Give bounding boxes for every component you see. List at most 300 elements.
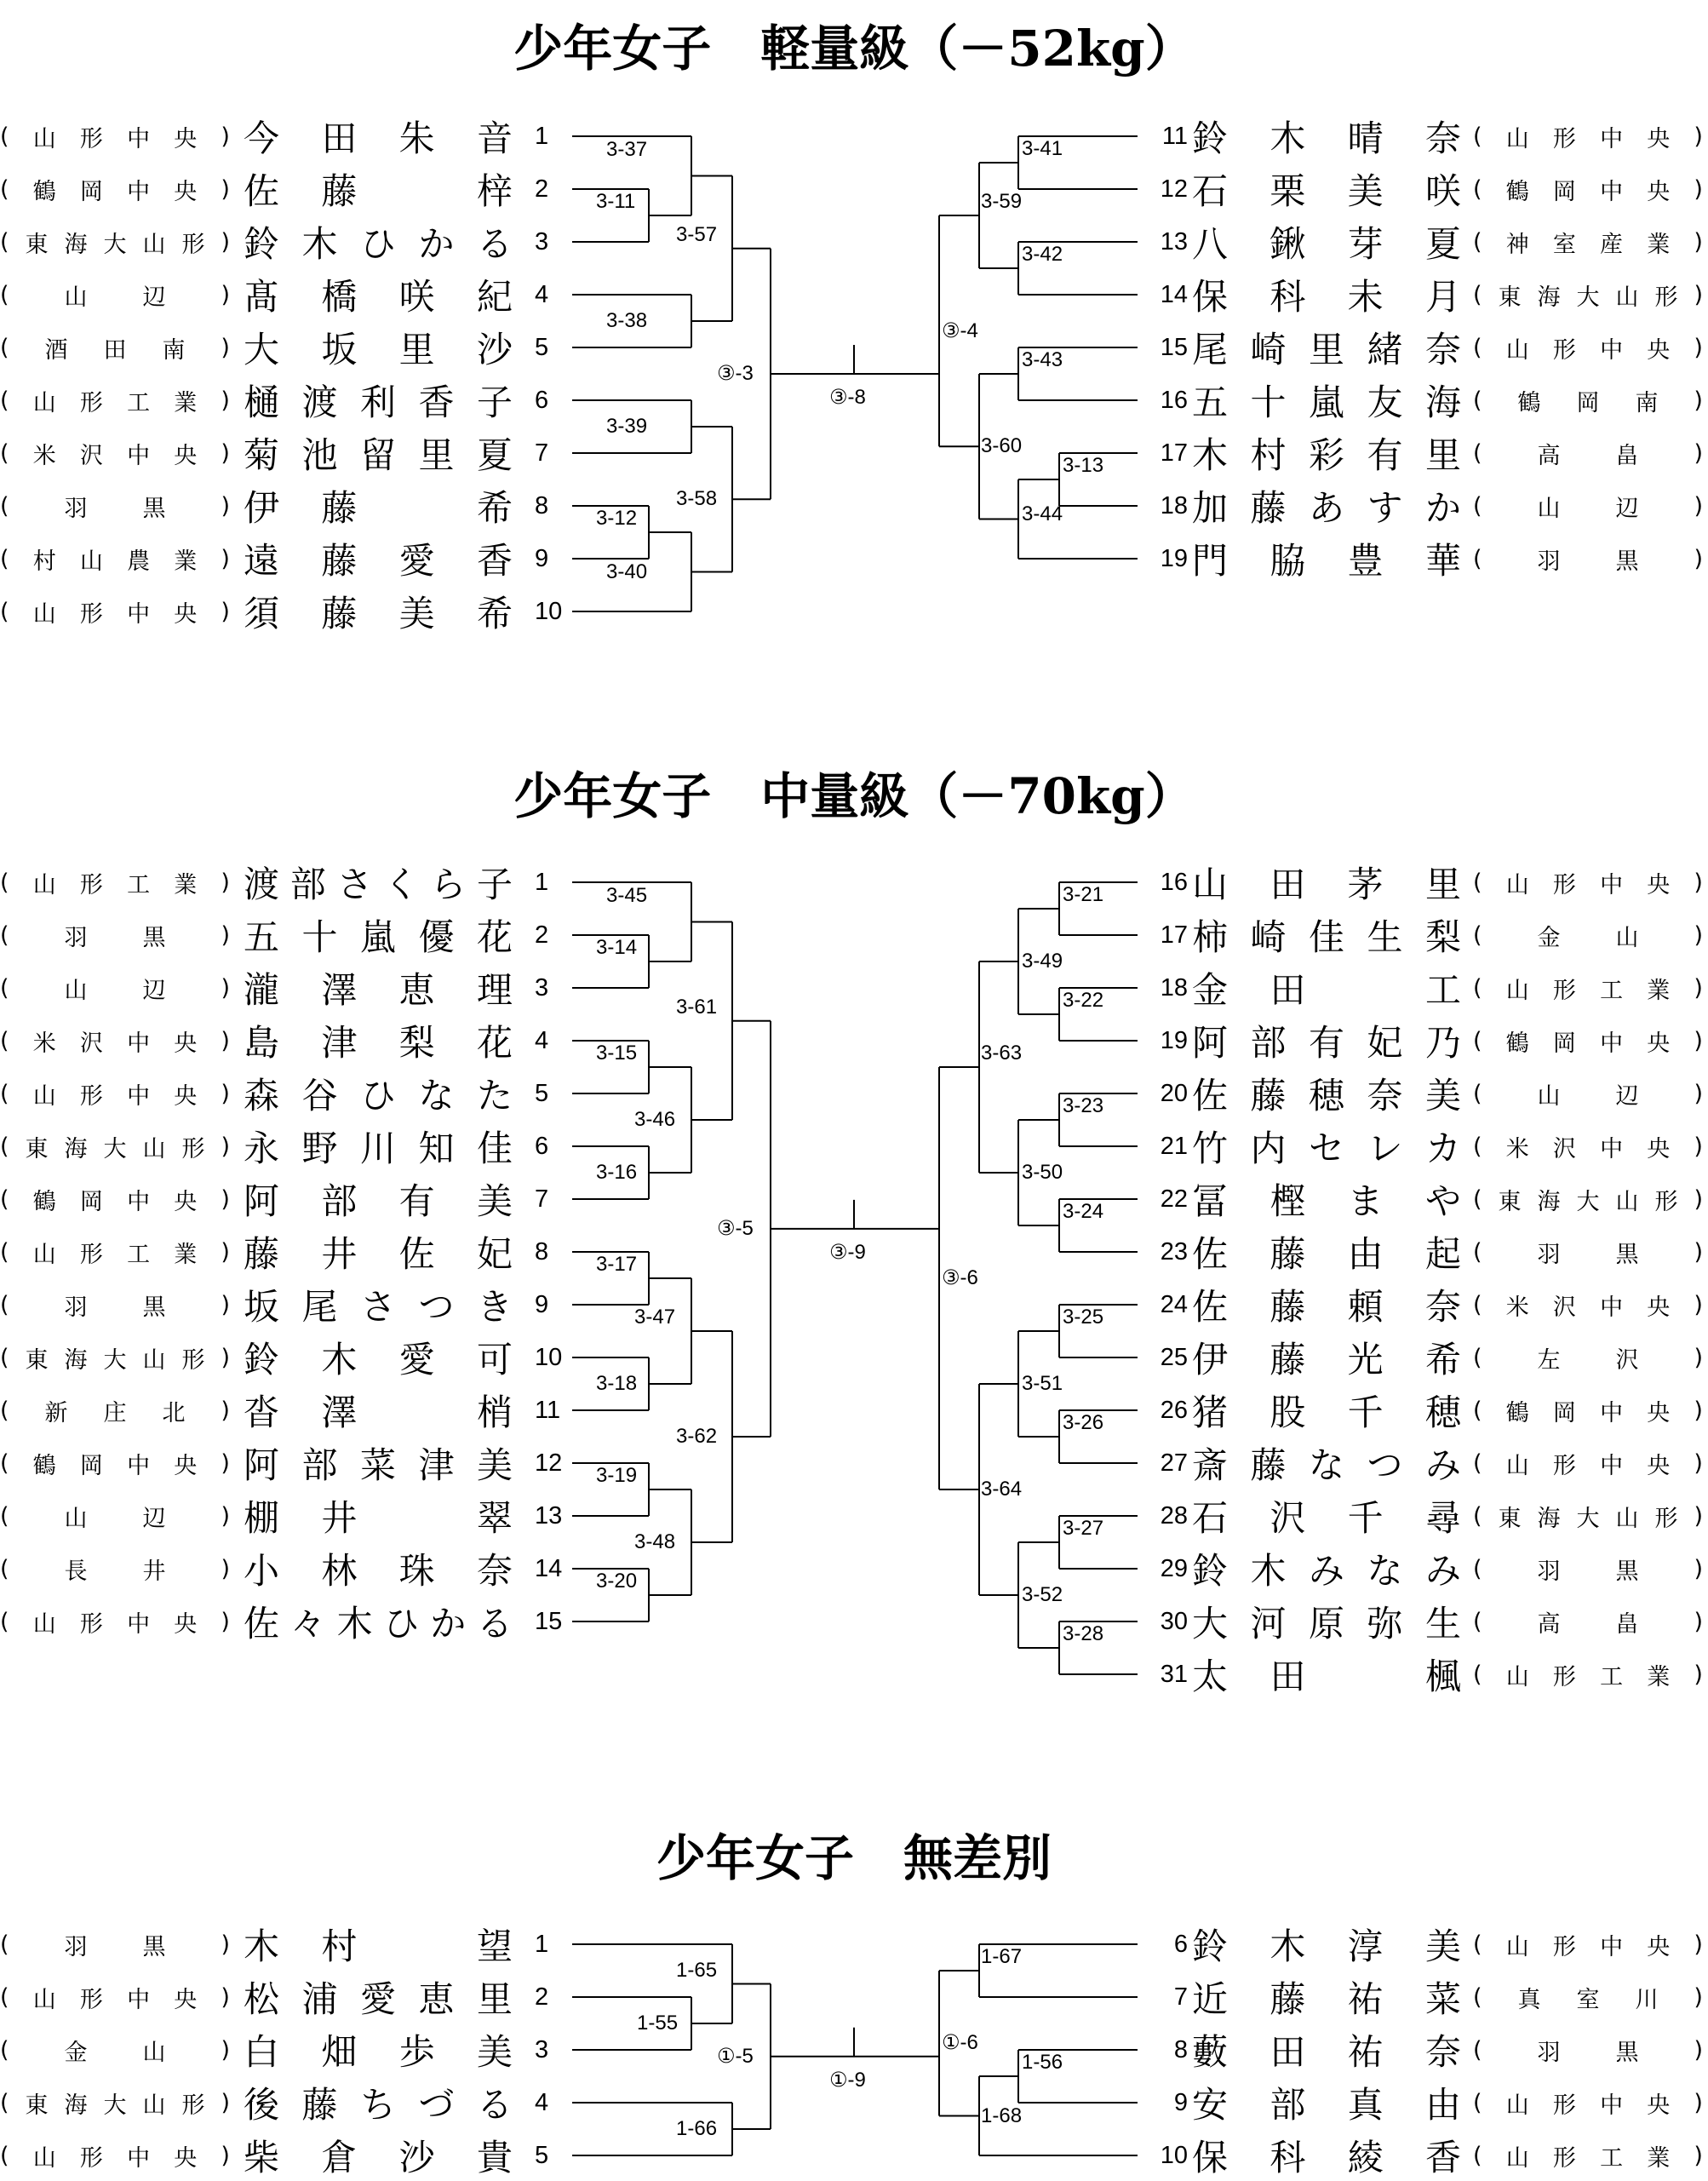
left-team-2-4-char: 米 <box>32 1030 56 1057</box>
right-team-1-17-char: 高 <box>1537 442 1561 469</box>
right-name-3-6-char: 美 <box>1424 1926 1461 1967</box>
left-team-3-3 <box>0 2031 230 2069</box>
match-label: 3-61 <box>676 995 718 1019</box>
right-team-1-15-char: 形 <box>1552 336 1576 364</box>
right-name-2-23-char: 藤 <box>1270 1233 1306 1275</box>
match-label: 3-40 <box>606 560 648 583</box>
left-team-3-3-paren: ) <box>221 2036 230 2063</box>
left-team-2-13 <box>0 1497 230 1535</box>
right-team-2-28-char: 形 <box>1654 1505 1678 1532</box>
left-name-2-10-char: 鈴 <box>244 1339 280 1380</box>
left-name-2-14-char: 珠 <box>398 1550 435 1592</box>
match-label: 3-39 <box>606 415 648 438</box>
right-name-1-19 <box>1192 540 1461 582</box>
right-name-2-19-char: 妃 <box>1367 1022 1403 1064</box>
left-name-1-7 <box>244 434 513 476</box>
right-team-2-31-char: 工 <box>1600 1663 1624 1690</box>
right-name-3-7 <box>1192 1978 1461 2020</box>
match-label: 3-43 <box>1022 348 1063 371</box>
left-team-2-10-paren: ( <box>0 1344 9 1371</box>
left-name-2-14-char: 小 <box>244 1550 280 1592</box>
left-team-3-1-paren: ( <box>0 1931 9 1958</box>
left-name-2-5-char: 谷 <box>301 1075 338 1116</box>
right-name-2-23-char: 起 <box>1424 1233 1461 1275</box>
right-name-2-25-char: 藤 <box>1270 1339 1306 1380</box>
left-team-1-6-char: 山 <box>32 389 56 416</box>
left-team-1-3 <box>0 223 230 261</box>
left-team-2-14-char: 長 <box>64 1558 88 1585</box>
left-team-1-5-paren: ) <box>221 334 230 361</box>
right-team-2-23-char: 黒 <box>1615 1241 1639 1268</box>
left-name-2-2 <box>244 916 513 958</box>
right-name-1-12-char: 美 <box>1347 170 1384 212</box>
right-name-2-20-char: 佐 <box>1192 1075 1229 1116</box>
right-name-1-12-char: 咲 <box>1424 170 1461 212</box>
right-name-2-19-char: 乃 <box>1424 1022 1461 1064</box>
left-name-2-6-char: 知 <box>418 1128 455 1169</box>
left-name-2-10-char: 愛 <box>398 1339 435 1380</box>
left-name-1-4-char: 橋 <box>321 276 358 318</box>
right-team-2-17 <box>1473 916 1703 954</box>
right-name-1-11-char: 鈴 <box>1192 118 1229 159</box>
left-name-1-2-char: 藤 <box>321 170 358 212</box>
right-name-1-13-char: 夏 <box>1424 223 1461 265</box>
right-team-2-28-char: 山 <box>1615 1505 1639 1532</box>
left-name-3-5 <box>244 2137 513 2178</box>
match-label: 3-20 <box>596 1570 638 1593</box>
left-team-1-9-char: 農 <box>127 548 151 575</box>
right-name-2-29 <box>1192 1550 1461 1592</box>
right-team-2-21-char: 中 <box>1600 1135 1624 1162</box>
right-name-2-24-char: 藤 <box>1270 1286 1306 1328</box>
match-label: 3-26 <box>1063 1411 1104 1434</box>
right-name-2-18 <box>1192 969 1461 1011</box>
left-team-2-14 <box>0 1550 230 1587</box>
right-team-2-19-char: 岡 <box>1552 1030 1576 1057</box>
right-name-2-27-char: み <box>1424 1444 1461 1486</box>
left-name-1-6-char: 利 <box>359 382 396 423</box>
right-seed-2-21: 21 <box>1160 1133 1188 1160</box>
left-name-3-5-char: 貴 <box>476 2137 513 2178</box>
left-team-3-4-paren: ) <box>221 2089 230 2116</box>
right-team-3-6-char: 中 <box>1600 1933 1624 1960</box>
right-team-1-14 <box>1473 276 1703 313</box>
left-team-2-8-paren: ) <box>221 1238 230 1266</box>
right-team-1-14-char: 海 <box>1537 284 1561 311</box>
right-name-2-30-char: 生 <box>1424 1603 1461 1644</box>
right-seed-2-29: 29 <box>1160 1555 1188 1582</box>
right-name-1-18-char: す <box>1367 487 1403 529</box>
right-name-2-22-char: 冨 <box>1192 1180 1229 1222</box>
right-name-1-13-char: 八 <box>1192 223 1229 265</box>
right-team-2-30-char: 畠 <box>1615 1610 1639 1638</box>
right-team-3-10-paren: ) <box>1694 2142 1703 2169</box>
left-name-2-4-char: 花 <box>476 1022 513 1064</box>
right-team-2-21-paren: ) <box>1694 1133 1703 1160</box>
right-name-1-14-char: 未 <box>1347 276 1384 318</box>
right-team-3-6-paren: ( <box>1473 1931 1482 1958</box>
right-name-1-14-char: 科 <box>1270 276 1306 318</box>
right-name-2-25 <box>1192 1339 1461 1380</box>
right-name-3-8-char: 祐 <box>1347 2031 1384 2073</box>
match-label: 3-14 <box>596 936 638 959</box>
right-team-1-15-paren: ) <box>1694 334 1703 361</box>
left-team-2-15-char: 央 <box>174 1610 198 1638</box>
right-team-2-27-char: 央 <box>1647 1452 1671 1479</box>
right-name-2-26-char: 股 <box>1270 1392 1306 1433</box>
right-name-2-26-char: 穂 <box>1424 1392 1461 1433</box>
left-team-2-10-char: 東 <box>25 1346 49 1374</box>
right-name-1-16-char: 海 <box>1424 382 1461 423</box>
left-seed-1-10: 10 <box>535 598 563 625</box>
match-label: 3-11 <box>596 190 636 213</box>
right-name-1-11-char: 木 <box>1270 118 1306 159</box>
right-name-1-12-char: 栗 <box>1270 170 1306 212</box>
left-team-2-15-char: 形 <box>79 1610 103 1638</box>
match-label: 3-49 <box>1022 950 1063 973</box>
right-name-1-18-char: あ <box>1308 487 1344 529</box>
right-team-1-13-paren: ( <box>1473 228 1482 255</box>
left-seed-1-6: 6 <box>535 387 549 414</box>
match-label: 3-27 <box>1063 1517 1104 1540</box>
left-team-1-2-char: 央 <box>174 178 198 205</box>
right-seed-1-11: 11 <box>1161 123 1188 150</box>
right-team-2-17-char: 山 <box>1615 924 1639 951</box>
right-name-1-18 <box>1192 487 1461 529</box>
left-team-3-4-char: 東 <box>25 2092 49 2119</box>
left-name-2-13-char: 井 <box>321 1497 358 1539</box>
right-name-1-16-char: 嵐 <box>1308 382 1344 423</box>
right-name-2-19-char: 有 <box>1308 1022 1344 1064</box>
left-name-2-3 <box>244 969 513 1011</box>
match-label: 3-60 <box>981 434 1023 458</box>
left-team-3-4-char: 山 <box>142 2092 166 2119</box>
right-name-2-17-char: 崎 <box>1250 916 1287 958</box>
right-team-1-15-char: 山 <box>1505 336 1529 364</box>
left-name-2-5-char: 森 <box>244 1075 280 1116</box>
left-team-2-10-char: 大 <box>103 1346 127 1374</box>
right-name-3-9-char: 由 <box>1424 2084 1461 2126</box>
right-team-2-22-paren: ) <box>1694 1185 1703 1213</box>
right-team-2-29-char: 黒 <box>1615 1558 1639 1585</box>
right-name-1-17-char: 里 <box>1424 434 1461 476</box>
right-team-2-18 <box>1473 969 1703 1007</box>
match-label: 3-25 <box>1063 1306 1104 1329</box>
left-name-2-7 <box>244 1180 513 1222</box>
right-name-1-12 <box>1192 170 1461 212</box>
right-name-1-16-char: 十 <box>1250 382 1287 423</box>
right-team-2-31-char: 山 <box>1505 1663 1529 1690</box>
right-name-2-16-char: 田 <box>1270 864 1306 905</box>
left-name-2-2-char: 花 <box>476 916 513 958</box>
left-team-1-7-paren: ( <box>0 439 9 467</box>
left-team-1-10-char: 形 <box>79 600 103 628</box>
left-name-2-8-char: 井 <box>321 1233 358 1275</box>
left-name-2-7-char: 部 <box>321 1180 358 1222</box>
left-name-2-6-char: 野 <box>301 1128 338 1169</box>
left-team-2-11-char: 新 <box>44 1399 68 1426</box>
right-team-3-8 <box>1473 2031 1703 2069</box>
left-team-1-5-char: 南 <box>162 336 186 364</box>
right-seed-2-16: 16 <box>1160 869 1188 896</box>
left-name-3-4 <box>244 2084 513 2126</box>
left-name-2-8 <box>244 1233 513 1275</box>
right-name-1-15 <box>1192 329 1461 370</box>
left-team-2-7-char: 岡 <box>79 1188 103 1215</box>
right-name-2-30-char: 原 <box>1308 1603 1344 1644</box>
match-label: 3-44 <box>1022 502 1063 525</box>
left-name-2-9-char: 坂 <box>244 1286 280 1328</box>
right-name-3-10-char: 保 <box>1192 2137 1229 2178</box>
right-team-1-15-char: 中 <box>1600 336 1624 364</box>
right-name-2-28 <box>1192 1497 1461 1539</box>
right-team-3-6-paren: ) <box>1694 1931 1703 1958</box>
right-name-2-23-char: 由 <box>1347 1233 1384 1275</box>
right-team-1-12-char: 中 <box>1600 178 1624 205</box>
left-team-1-2 <box>0 170 230 208</box>
right-name-1-15-char: 奈 <box>1424 329 1461 370</box>
right-team-2-27-char: 形 <box>1552 1452 1576 1479</box>
right-name-2-20-char: 穂 <box>1308 1075 1344 1116</box>
section-title-3: 少年女子 無差別 <box>656 1829 1052 1887</box>
right-team-1-15 <box>1473 329 1703 366</box>
right-name-2-26-char: 千 <box>1347 1392 1384 1433</box>
right-team-3-8-char: 羽 <box>1537 2039 1561 2066</box>
right-seed-2-22: 22 <box>1160 1185 1188 1213</box>
right-team-1-16-char: 南 <box>1635 389 1659 416</box>
right-team-2-28-paren: ) <box>1694 1502 1703 1530</box>
right-name-2-27-char: 斎 <box>1192 1444 1229 1486</box>
right-name-2-24 <box>1192 1286 1461 1328</box>
right-name-2-31 <box>1192 1656 1461 1697</box>
left-name-1-6-char: 子 <box>476 382 513 423</box>
left-team-1-6-char: 形 <box>79 389 103 416</box>
left-seed-2-3: 3 <box>535 974 549 1002</box>
left-team-2-3-char: 辺 <box>142 977 166 1004</box>
right-team-2-17-paren: ) <box>1694 921 1703 949</box>
left-seed-1-9: 9 <box>535 545 549 572</box>
left-team-2-4-char: 中 <box>127 1030 151 1057</box>
left-name-3-1-char: 木 <box>244 1926 280 1967</box>
right-team-1-14-char: 形 <box>1654 284 1678 311</box>
left-team-1-8-paren: ) <box>221 492 230 519</box>
left-name-1-1-char: 音 <box>476 118 513 159</box>
right-name-2-27-char: つ <box>1367 1444 1403 1486</box>
right-team-3-10-char: 山 <box>1505 2144 1529 2172</box>
right-team-1-12-char: 央 <box>1647 178 1671 205</box>
left-team-1-10-paren: ) <box>221 598 230 625</box>
left-team-2-6 <box>0 1128 230 1165</box>
left-team-3-2-char: 形 <box>79 1986 103 2013</box>
right-team-2-18-char: 業 <box>1647 977 1671 1004</box>
left-name-1-10-char: 須 <box>244 593 280 634</box>
left-team-1-10-char: 山 <box>32 600 56 628</box>
right-name-1-18-char: 藤 <box>1250 487 1287 529</box>
left-name-1-10-char: 美 <box>398 593 435 634</box>
right-name-1-17 <box>1192 434 1461 476</box>
left-team-2-7-paren: ) <box>221 1185 230 1213</box>
left-name-3-2-char: 松 <box>244 1978 280 2020</box>
left-team-2-1-char: 山 <box>32 871 56 898</box>
right-team-2-19-char: 鶴 <box>1505 1030 1529 1057</box>
left-name-2-9-char: 尾 <box>301 1286 338 1328</box>
right-seed-2-26: 26 <box>1160 1397 1188 1424</box>
match-label: 3-18 <box>596 1372 638 1395</box>
match-label: 3-50 <box>1022 1161 1063 1184</box>
right-team-2-23-char: 羽 <box>1537 1241 1561 1268</box>
right-team-2-31-char: 業 <box>1647 1663 1671 1690</box>
left-name-2-4-char: 津 <box>321 1022 358 1064</box>
left-name-1-9-char: 愛 <box>398 540 435 582</box>
right-seed-2-17: 17 <box>1160 921 1188 949</box>
left-team-2-13-paren: ) <box>221 1502 230 1530</box>
left-name-1-10-char: 希 <box>476 593 513 634</box>
left-team-1-9-char: 山 <box>79 548 103 575</box>
left-team-1-8-char: 黒 <box>142 495 166 522</box>
right-seed-2-18: 18 <box>1160 974 1188 1002</box>
right-team-3-9-char: 中 <box>1600 2092 1624 2119</box>
right-team-2-21-char: 沢 <box>1552 1135 1576 1162</box>
right-team-2-30-char: 高 <box>1537 1610 1561 1638</box>
right-team-1-14-char: 山 <box>1615 284 1639 311</box>
left-name-3-3-char: 畑 <box>321 2031 358 2073</box>
left-seed-1-8: 8 <box>535 492 549 519</box>
right-name-1-17-char: 村 <box>1250 434 1287 476</box>
right-team-3-7-paren: ) <box>1694 1983 1703 2011</box>
left-team-1-8 <box>0 487 230 525</box>
right-seed-2-28: 28 <box>1160 1502 1188 1530</box>
right-team-3-10-char: 業 <box>1647 2144 1671 2172</box>
right-seed-1-17: 17 <box>1160 439 1188 467</box>
right-team-2-30-paren: ( <box>1473 1608 1482 1635</box>
match-label: 1-67 <box>981 1945 1023 1968</box>
left-name-1-3-char: 木 <box>301 223 338 265</box>
match-label: 3-46 <box>634 1108 676 1131</box>
right-team-2-19-char: 央 <box>1647 1030 1671 1057</box>
right-name-2-16-char: 里 <box>1424 864 1461 905</box>
left-team-1-1-char: 形 <box>79 125 103 152</box>
left-team-3-3-char: 山 <box>142 2039 166 2066</box>
left-name-2-1-char: 渡 <box>244 864 280 905</box>
left-team-1-9-char: 業 <box>174 548 198 575</box>
left-name-1-1-char: 朱 <box>398 118 435 159</box>
right-team-1-14-paren: ) <box>1694 281 1703 308</box>
right-name-1-13-char: 鍬 <box>1270 223 1306 265</box>
left-team-2-10-char: 山 <box>142 1346 166 1374</box>
match-label: 3-17 <box>596 1253 638 1276</box>
left-team-2-3-paren: ) <box>221 974 230 1002</box>
left-name-1-1 <box>244 118 513 159</box>
left-name-3-4-char: 後 <box>244 2084 280 2126</box>
left-team-2-13-paren: ( <box>0 1502 9 1530</box>
right-team-2-20 <box>1473 1075 1703 1112</box>
left-seed-3-1: 1 <box>535 1931 549 1958</box>
right-name-1-18-char: か <box>1424 487 1461 529</box>
right-team-2-31-paren: ) <box>1694 1661 1703 1688</box>
right-team-2-26-char: 鶴 <box>1505 1399 1529 1426</box>
right-team-2-17-char: 金 <box>1537 924 1561 951</box>
left-team-1-6 <box>0 382 230 419</box>
left-name-2-14-char: 奈 <box>476 1550 513 1592</box>
right-team-3-8-paren: ) <box>1694 2036 1703 2063</box>
match-label: 3-15 <box>596 1042 638 1065</box>
left-seed-1-5: 5 <box>535 334 549 361</box>
right-name-2-17 <box>1192 916 1461 958</box>
left-team-2-12-char: 鶴 <box>32 1452 56 1479</box>
right-team-2-20-char: 山 <box>1537 1082 1561 1110</box>
left-team-1-10-paren: ( <box>0 598 9 625</box>
left-team-2-5-char: 形 <box>79 1082 103 1110</box>
right-name-3-9-char: 真 <box>1347 2084 1384 2126</box>
right-team-2-16-char: 中 <box>1600 871 1624 898</box>
right-name-2-24-char: 頼 <box>1347 1286 1384 1328</box>
left-team-2-6-paren: ( <box>0 1133 9 1160</box>
right-name-1-14 <box>1192 276 1461 318</box>
left-name-2-12-char: 阿 <box>244 1444 280 1486</box>
right-team-1-11-char: 央 <box>1647 125 1671 152</box>
right-name-2-20 <box>1192 1075 1461 1116</box>
left-team-1-9-paren: ( <box>0 545 9 572</box>
right-name-1-15-char: 緒 <box>1367 329 1403 370</box>
right-name-2-23-char: 佐 <box>1192 1233 1229 1275</box>
right-name-3-9 <box>1192 2084 1461 2126</box>
right-name-3-6 <box>1192 1926 1461 1967</box>
left-team-2-4 <box>0 1022 230 1059</box>
left-seed-2-7: 7 <box>535 1185 549 1213</box>
left-team-2-5-paren: ( <box>0 1080 9 1107</box>
left-name-2-3-char: 理 <box>476 969 513 1011</box>
left-name-1-3 <box>244 223 513 265</box>
right-name-3-6-char: 鈴 <box>1192 1926 1229 1967</box>
right-team-2-26-paren: ) <box>1694 1397 1703 1424</box>
left-team-2-12-char: 中 <box>127 1452 151 1479</box>
left-team-1-4 <box>0 276 230 313</box>
right-name-3-10-char: 綾 <box>1347 2137 1384 2178</box>
match-label: 3-47 <box>634 1306 676 1329</box>
match-label: 3-38 <box>606 309 648 332</box>
left-team-1-8-char: 羽 <box>64 495 88 522</box>
left-seed-2-8: 8 <box>535 1238 549 1266</box>
left-seed-2-5: 5 <box>535 1080 549 1107</box>
right-name-2-22-char: や <box>1424 1180 1461 1222</box>
left-team-1-10-char: 中 <box>127 600 151 628</box>
left-name-1-6 <box>244 382 513 423</box>
left-name-2-2-char: 五 <box>244 916 280 958</box>
right-team-2-24-char: 中 <box>1600 1294 1624 1321</box>
match-label: 3-37 <box>606 138 648 161</box>
left-name-3-2 <box>244 1978 513 2020</box>
left-team-2-11-paren: ) <box>221 1397 230 1424</box>
left-name-2-2-char: 十 <box>301 916 338 958</box>
left-seed-3-3: 3 <box>535 2036 549 2063</box>
left-team-1-4-paren: ) <box>221 281 230 308</box>
right-team-2-29-paren: ( <box>1473 1555 1482 1582</box>
left-team-3-5-paren: ) <box>221 2142 230 2169</box>
right-team-2-24-char: 米 <box>1505 1294 1529 1321</box>
left-team-2-4-paren: ( <box>0 1027 9 1054</box>
left-team-1-9 <box>0 540 230 577</box>
left-team-2-6-char: 形 <box>181 1135 205 1162</box>
left-team-2-12-char: 央 <box>174 1452 198 1479</box>
left-name-2-8-char: 佐 <box>398 1233 435 1275</box>
right-team-2-25 <box>1473 1339 1703 1376</box>
right-team-3-9 <box>1473 2084 1703 2121</box>
left-name-3-2-char: 愛 <box>359 1978 396 2020</box>
right-name-2-31-char: 田 <box>1270 1656 1306 1697</box>
left-team-1-2-char: 鶴 <box>32 178 56 205</box>
left-team-2-6-char: 山 <box>142 1135 166 1162</box>
right-team-2-16-char: 央 <box>1647 871 1671 898</box>
